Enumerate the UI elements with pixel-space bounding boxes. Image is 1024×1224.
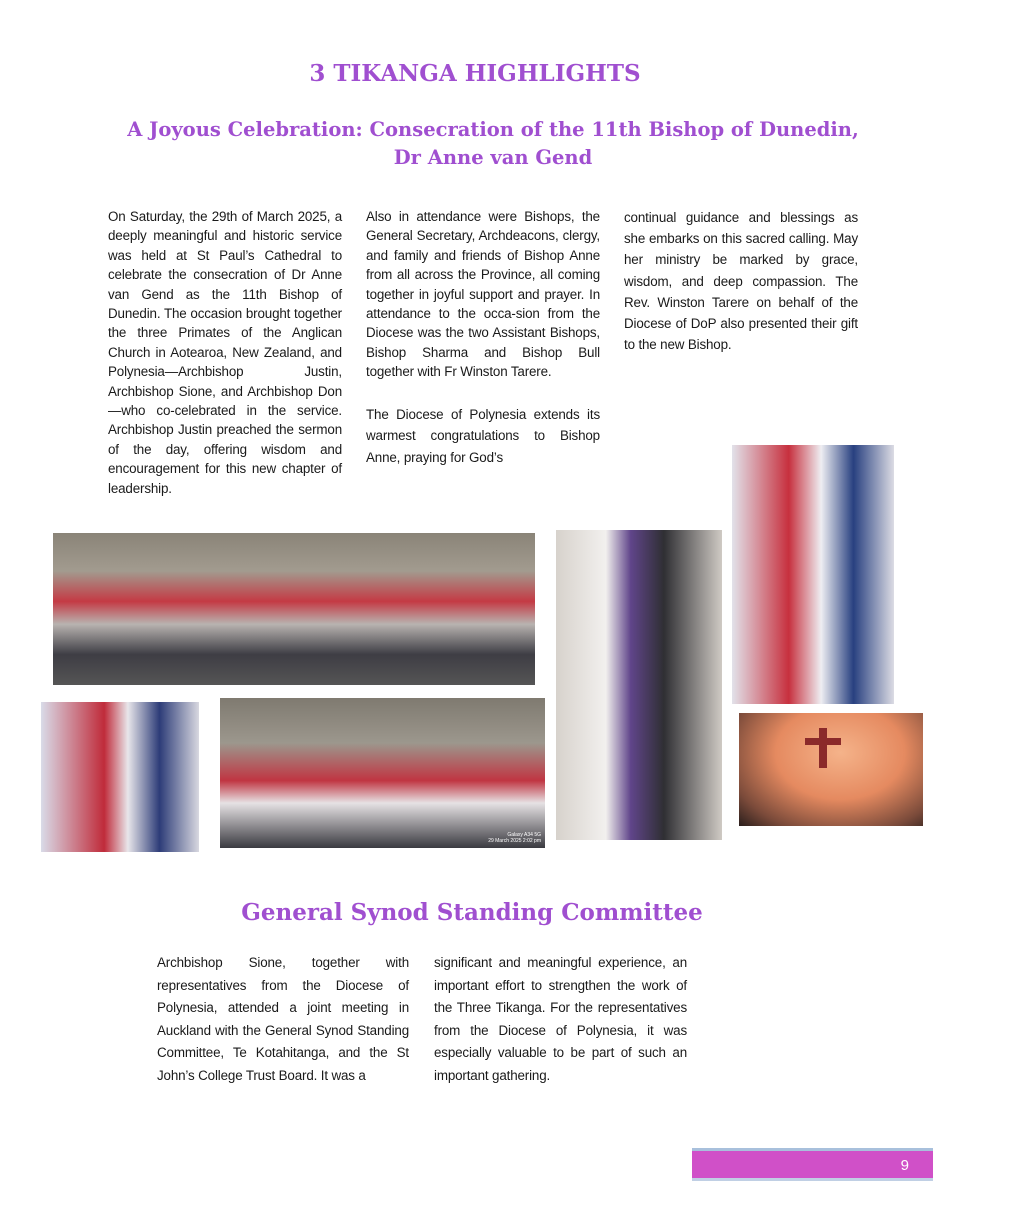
article-column-2: [366, 207, 600, 468]
photo-bishops-portrait: [41, 702, 199, 852]
article-column-3: [624, 207, 858, 355]
photo-bishop-anne-with-guest: [556, 530, 722, 840]
paragraph: The Diocese of Polynesia extends its warmest congratulations to Bishop Anne, praying for God’s: [366, 406, 600, 465]
photo-timestamp: [488, 832, 541, 844]
paragraph: significant and meaningful experience, an important effort to strengthen the work of the Three Tikanga. For the representatives from the Diocese of Polynesia, it was especially valuable to be part of such an important gathering.: [434, 955, 687, 1083]
paragraph: Archbishop Sione, together with representatives from the Diocese of Polynesia, attended a joint meeting in Auckland with the General Synod Standing Committee, Te Kotahitanga, and the St John’s College Trust Board. It was a: [157, 955, 409, 1083]
paragraph: Also in attendance were Bishops, the General Secretary, Archdeacons, clergy, and family and friends of Bishop Anne from all across the Province, all coming together in joyful support and prayer. In attendance to the occa-sion from the Diocese was the two Assistant Bishops, Bishop Sharma and Bishop Bull together with Fr Winston Tarere.: [366, 209, 600, 380]
photo-two-bishops: [732, 445, 894, 704]
photo-altar-cross: [739, 713, 923, 826]
article-column-1: [108, 207, 342, 498]
article-title: A Joyous Celebration: Consecration of the 11th Bishop of Dunedin, Dr Anne van Gend: [127, 118, 859, 169]
article2-column-2: [434, 952, 687, 1087]
cross-icon: [819, 728, 827, 768]
page-number: 9: [900, 1157, 909, 1174]
stamp-device: Galaxy A34 5G: [507, 832, 541, 838]
article2-column-1: [157, 952, 409, 1087]
page-number-bar: [692, 1148, 933, 1181]
photo-group-cathedral-entrance: [220, 698, 545, 848]
article-title-2: General Synod Standing Committee: [241, 899, 703, 926]
stamp-date: 29 March 2025 2:02 pm: [488, 838, 541, 844]
paragraph: On Saturday, the 29th of March 2025, a deeply meaningful and historic service was held at St Paul’s Cathedral to celebrate the consecration of Dr Anne van Gend as the 11th Bishop of Dunedin. The occasion brought together the three Primates of the Anglican Church in Aotearoa, New Zealand, and Polynesia—Archbishop Justin, Archbishop Sione, and Archbishop Don—who co-celebrated in the service. Archbishop Justin preached the sermon of the day, offering wisdom and encouragement for this new chapter of leadership.: [108, 209, 342, 496]
paragraph: continual guidance and blessings as she embarks on this sacred calling. May her ministry be marked by grace, wisdom, and deep compassion. The Rev. Winston Tarere on behalf of the Diocese of DoP also presented their gift to the new Bishop.: [624, 210, 858, 353]
section-title: 3 TIKANGA HIGHLIGHTS: [309, 60, 641, 87]
photo-group-cathedral-steps: [53, 533, 535, 685]
